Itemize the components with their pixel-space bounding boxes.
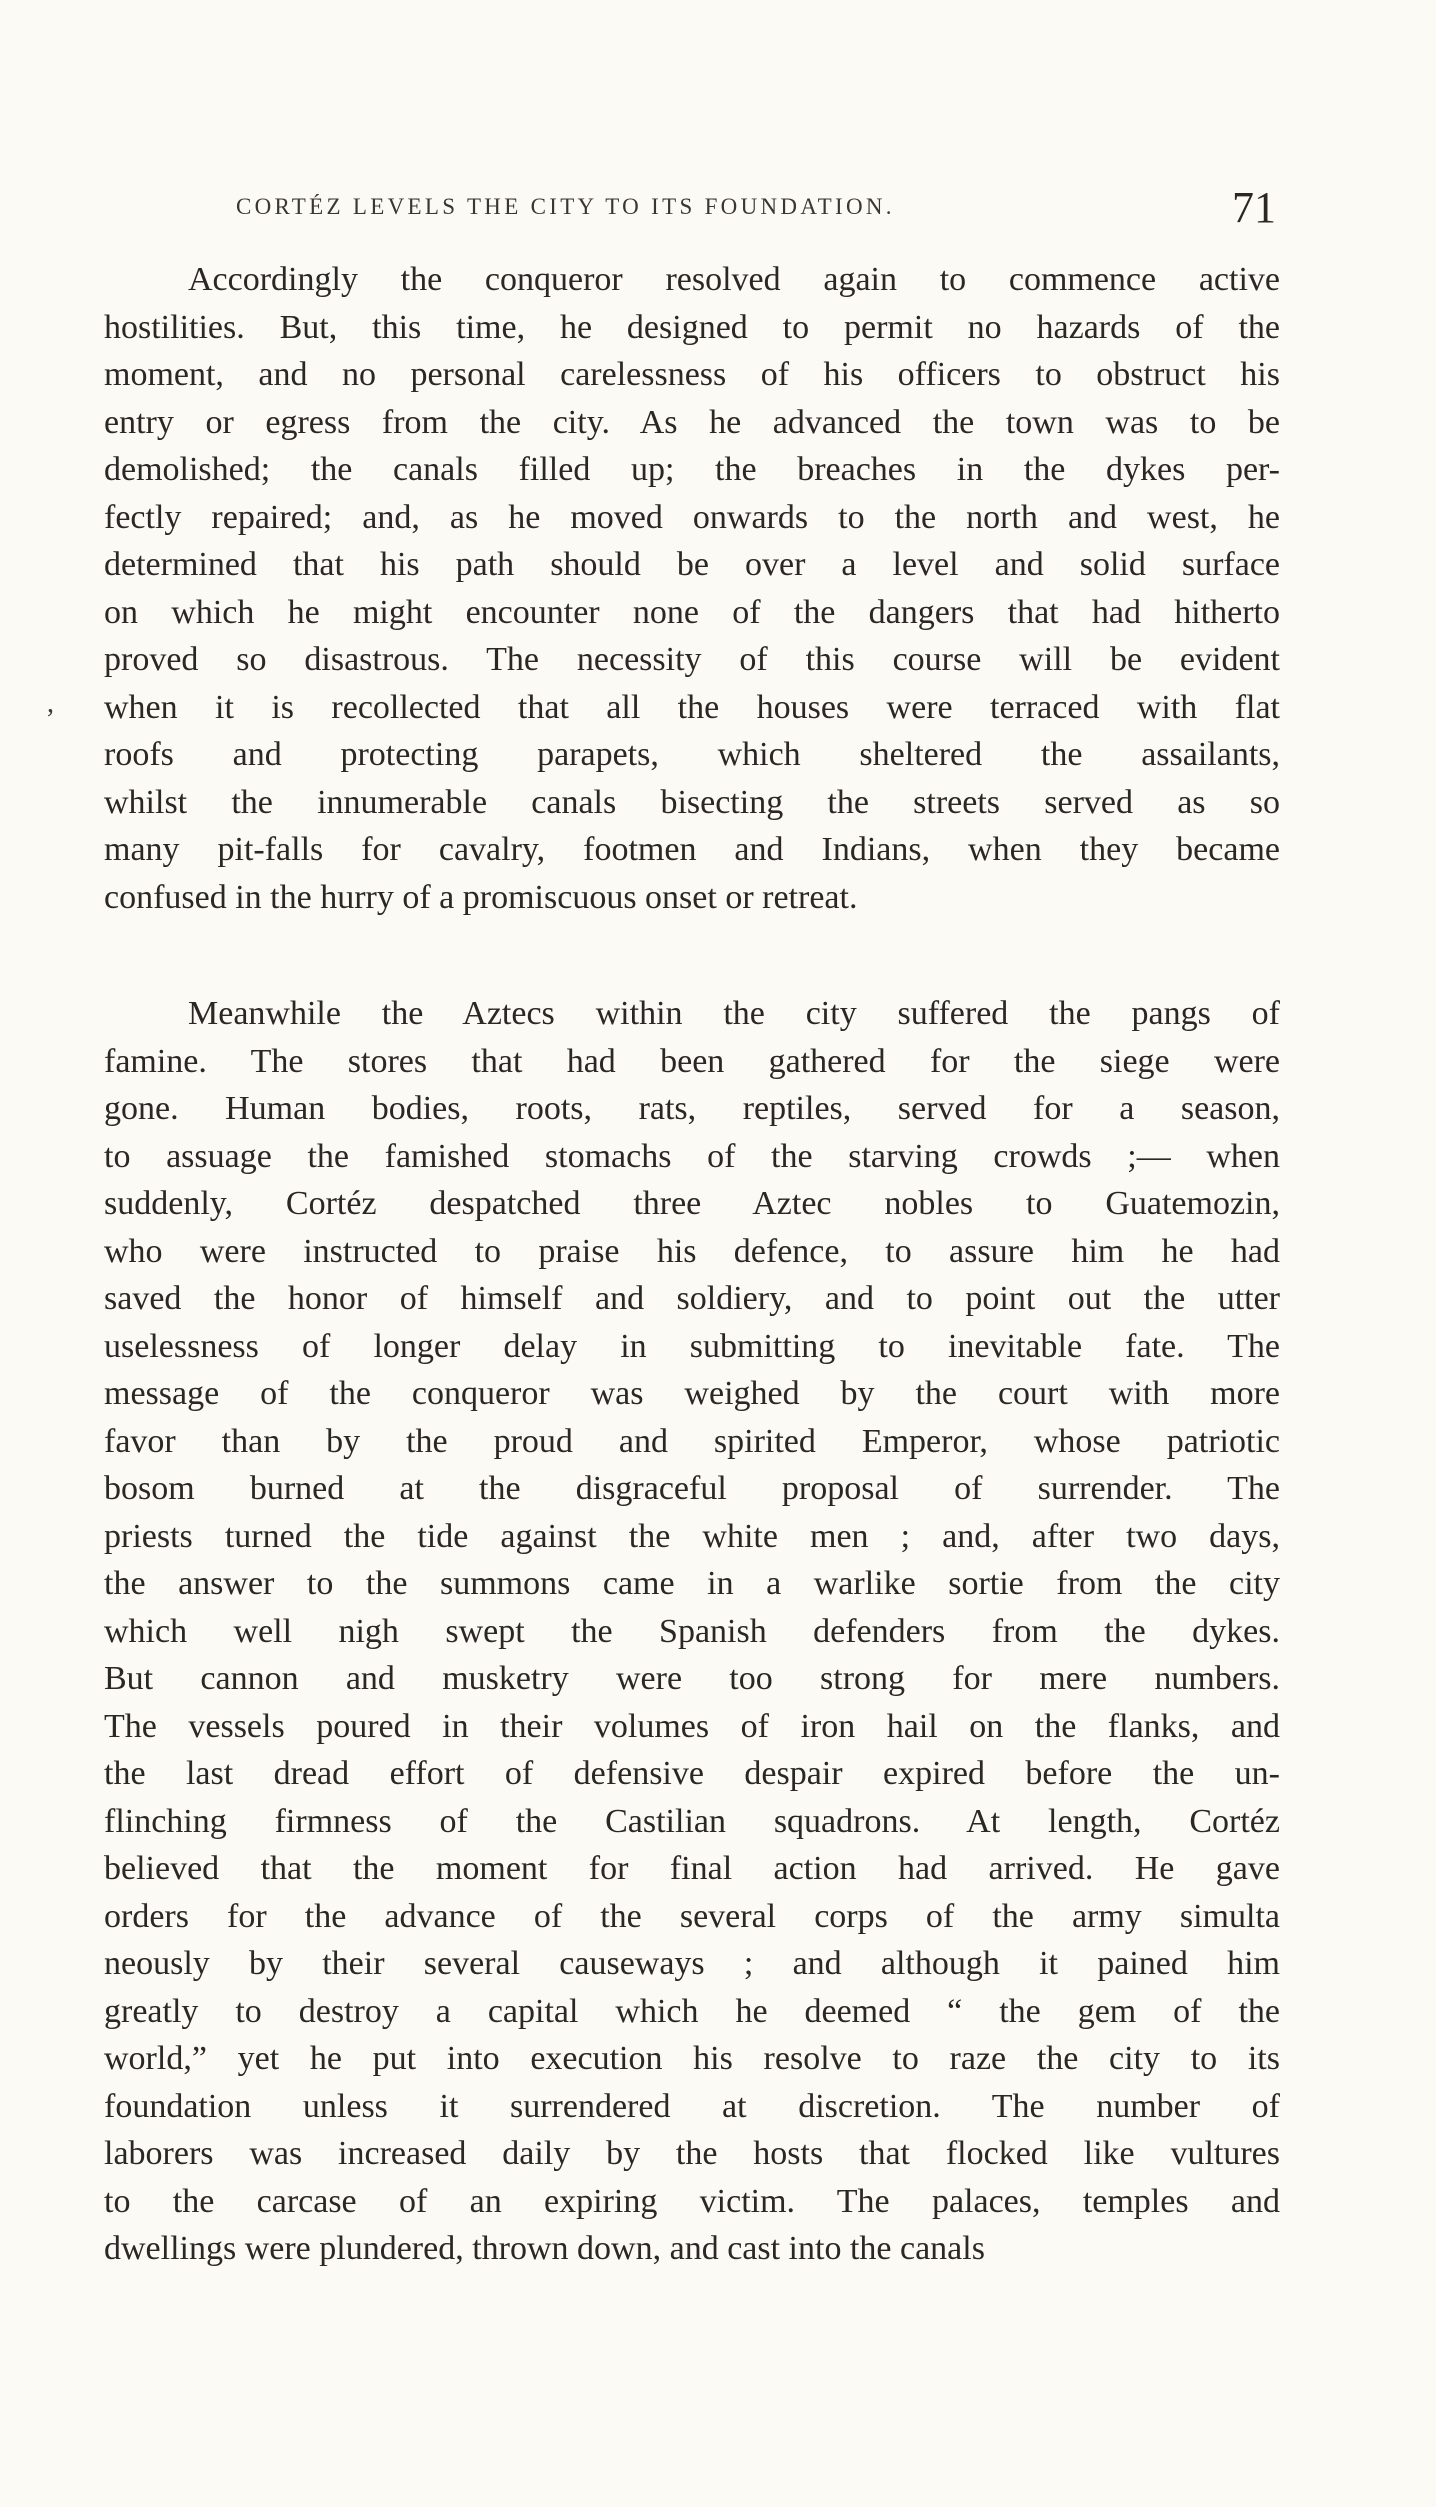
- text-line: to the carcase of an expiring victim. The palaces, temples and: [104, 2182, 1280, 2220]
- text-line: message of the conqueror was weighed by the court with more: [104, 1375, 1280, 1412]
- text-line: foundation unless it surrendered at discretion. The number of: [104, 2087, 1280, 2125]
- text-line: when it is recollected that all the houses were terraced with flat: [104, 688, 1280, 726]
- text-line: saved the honor of himself and soldiery, and to point out the utter: [104, 1280, 1280, 1317]
- text-line: laborers was increased daily by the hosts that flocked like vultures: [104, 2135, 1280, 2172]
- text-line: hostilities. But, this time, he designed to permit no hazards of the: [104, 308, 1280, 346]
- text-line: dwellings were plundered, thrown down, and cast into the canals: [104, 2230, 985, 2267]
- text-line: who were instructed to praise his defence, to assure him he had: [104, 1232, 1280, 1270]
- paragraph-2: [104, 990, 1280, 2273]
- text-line: entry or egress from the city. As he advanced the town was to be: [104, 403, 1280, 441]
- text-line: orders for the advance of the several corps of the army simulta: [104, 1897, 1280, 1935]
- text-line: uselessness of longer delay in submitting to inevitable fate. The: [104, 1327, 1280, 1365]
- text-line: believed that the moment for final action had arrived. He gave: [104, 1850, 1280, 1887]
- text-line: neously by their several causeways ; and although it pained him: [104, 1945, 1280, 1982]
- text-line: famine. The stores that had been gathered for the siege were: [104, 1042, 1280, 1080]
- text-line: the last dread effort of defensive despair expired before the un-: [104, 1755, 1280, 1792]
- text-line: confused in the hurry of a promiscuous onset or retreat.: [104, 878, 858, 916]
- running-title: CORTÉZ LEVELS THE CITY TO ITS FOUNDATION.: [236, 194, 895, 219]
- text-line: many pit-falls for cavalry, footmen and Indians, when they became: [104, 831, 1280, 868]
- text-line: roofs and protecting parapets, which sheltered the assailants,: [104, 736, 1280, 773]
- text-line: Accordingly the conqueror resolved again to commence active: [188, 261, 1280, 298]
- text-line: gone. Human bodies, roots, rats, reptiles, served for a season,: [104, 1090, 1280, 1127]
- text-line: proved so disastrous. The necessity of this course will be evident: [104, 641, 1280, 678]
- text-line: to assuage the famished stomachs of the starving crowds ;— when: [104, 1137, 1280, 1175]
- text-line: suddenly, Cortéz despatched three Aztec nobles to Guatemozin,: [104, 1185, 1280, 1222]
- text-line: which well nigh swept the Spanish defenders from the dykes.: [104, 1612, 1280, 1650]
- text-line: the answer to the summons came in a warlike sortie from the city: [104, 1565, 1280, 1602]
- text-line: whilst the innumerable canals bisecting the streets served as so: [104, 783, 1280, 821]
- paragraph-1: [104, 256, 1280, 921]
- text-line: on which he might encounter none of the dangers that had hitherto: [104, 593, 1280, 631]
- margin-mark: ,: [47, 688, 54, 719]
- text-line: flinching firmness of the Castilian squadrons. At length, Cortéz: [104, 1802, 1280, 1840]
- text-line: demolished; the canals filled up; the breaches in the dykes per-: [104, 451, 1280, 488]
- text-line: moment, and no personal carelessness of his officers to obstruct his: [104, 356, 1280, 393]
- text-line: bosom burned at the disgraceful proposal of surrender. The: [104, 1470, 1280, 1507]
- text-line: priests turned the tide against the white men ; and, after two days,: [104, 1517, 1280, 1555]
- text-line: determined that his path should be over a level and solid surface: [104, 546, 1280, 583]
- text-line: The vessels poured in their volumes of iron hail on the flanks, and: [104, 1707, 1280, 1745]
- text-line: Meanwhile the Aztecs within the city suffered the pangs of: [188, 995, 1280, 1032]
- text-line: world,” yet he put into execution his resolve to raze the city to its: [104, 2040, 1280, 2077]
- text-line: But cannon and musketry were too strong for mere numbers.: [104, 1660, 1280, 1697]
- page-number: 71: [1232, 183, 1276, 232]
- text-line: fectly repaired; and, as he moved onwards to the north and west, he: [104, 498, 1280, 536]
- text-line: favor than by the proud and spirited Emperor, whose patriotic: [104, 1422, 1280, 1460]
- running-head: [236, 182, 1276, 242]
- text-line: greatly to destroy a capital which he deemed “ the gem of the: [104, 1992, 1280, 2030]
